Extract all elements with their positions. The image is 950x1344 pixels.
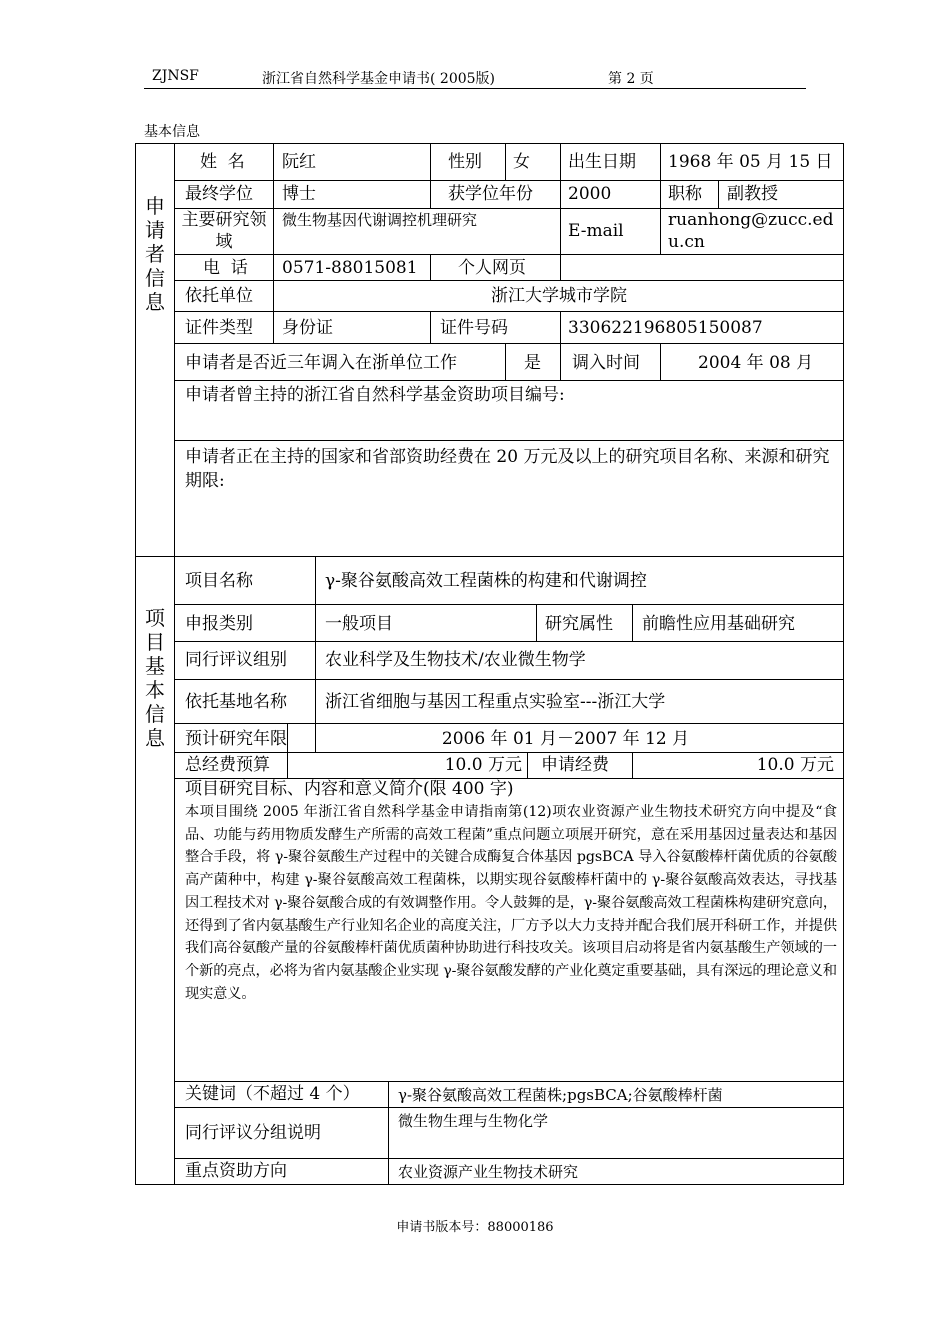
id-type-value: 身份证 [282, 318, 333, 338]
birth-label: 出生日期 [568, 152, 636, 172]
id-no-label: 证件号码 [440, 318, 508, 338]
project-type-label: 申报类别 [185, 614, 253, 634]
homepage-label: 个人网页 [458, 258, 526, 278]
apply-label: 申请经费 [541, 755, 609, 775]
id-no-value: 330622196805150087 [568, 318, 763, 338]
apply-value: 10.0 万元 [756, 755, 834, 775]
birth-value: 1968 年 05 月 15 日 [668, 152, 833, 172]
phone-value: 0571-88015081 [282, 258, 418, 278]
footer-version: 申请书版本号：88000186 [396, 1220, 554, 1235]
project-attr-label: 研究属性 [545, 614, 613, 634]
gender-label: 性别 [448, 152, 482, 172]
group-note-label: 同行评议分组说明 [185, 1123, 321, 1143]
applicant-table [135, 143, 844, 557]
name-value: 阮红 [282, 152, 316, 172]
degree-value: 博士 [282, 184, 316, 204]
current-projects-question: 申请者正在主持的国家和省部资助经费在 20 万元及以上的研究项目名称、来源和研究期限: [185, 447, 830, 491]
keywords-label: 关键词（不超过 4 个） [185, 1084, 360, 1104]
keywords-value: γ-聚谷氨酸高效工程菌株;pgsBCA;谷氨酸棒杆菌 [398, 1086, 723, 1104]
focus-value: 农业资源产业生物技术研究 [398, 1163, 579, 1181]
prev-projects-question: 申请者曾主持的浙江省自然科学基金资助项目编号: [185, 385, 565, 405]
base-label: 依托基地名称 [185, 692, 287, 712]
degree-year-label: 获学位年份 [448, 184, 533, 204]
transfer-time-value: 2004 年 08 月 [698, 353, 814, 373]
degree-year-value: 2000 [568, 184, 612, 204]
abstract-text: 本项目围绕 2005 年浙江省自然科学基金申请指南第(12)项农业资源产业生物技术研究方向中提及“食品、功能与药用物质发酵生产所需的高效工程菌”重点问题立项展开研究，意在采用基因过量表达和基因整合手段，将 γ-聚谷氨酸生产过程中的关键合成酶复合体基因 pgsBCA 导入谷氨酸棒杆菌优质的谷氨酸高产菌种中，构建 γ-聚谷氨酸高效工程菌株，以期实现谷氨酸棒杆菌中的 γ-聚谷氨酸高效表达，寻找基因工程技术对 γ-聚谷氨酸合成的有效调整作用。令人鼓舞的是，γ-聚谷氨酸高效工程菌株构建研究意向，还得到了省内氨基酸生产行业知名企业的高度关注，厂方予以大力支持并配合我们展开科研工作，并提供我们高谷氨酸产量的谷氨酸棒杆菌优质菌种协助进行科技攻关。该项目启动将是省内氨基酸生产领域的一个新的亮点，必将为省内氨基酸企业实现 γ-聚谷氨酸发酵的产业化奠定重要基础，具有深远的理论意义和现实意义。 [185, 804, 837, 1002]
unit-label: 依托单位 [185, 286, 253, 306]
unit-value: 浙江大学城市学院 [491, 286, 627, 306]
gender-value: 女 [513, 152, 530, 172]
group-note-value: 微生物生理与生物化学 [398, 1112, 549, 1130]
transfer-time-label: 调入时间 [572, 353, 640, 373]
budget-label: 总经费预算 [185, 755, 270, 775]
degree-label: 最终学位 [185, 184, 253, 204]
review-group-label: 同行评议组别 [185, 650, 287, 670]
review-group-value: 农业科学及生物技术/农业微生物学 [325, 650, 586, 670]
project-type-value: 一般项目 [325, 614, 393, 634]
project-name-value: γ-聚谷氨酸高效工程菌株的构建和代谢调控 [325, 571, 647, 591]
applicant-side-label: 申请者信息 [145, 194, 165, 314]
title-value: 副教授 [727, 184, 778, 204]
budget-value: 10.0 万元 [444, 755, 522, 775]
project-side-label: 项目基本信息 [145, 606, 165, 750]
base-value: 浙江省细胞与基因工程重点实验室---浙江大学 [325, 692, 666, 712]
abstract-title: 项目研究目标、内容和意义简介(限 400 字) [185, 779, 514, 799]
id-type-label: 证件类型 [185, 318, 253, 338]
focus-label: 重点资助方向 [185, 1161, 287, 1181]
header-title: 浙江省自然科学基金申请书( 2005版) [262, 71, 496, 87]
transfer-question: 申请者是否近三年调入在浙单位工作 [185, 353, 457, 373]
section-title: 基本信息 [144, 124, 200, 140]
email-value: ruanhong@zucc.edu.cn [668, 210, 834, 252]
title-label: 职称 [668, 184, 702, 204]
field-label: 主要研究领域 [181, 210, 267, 252]
project-attr-value: 前瞻性应用基础研究 [642, 614, 795, 634]
phone-label: 电 话 [203, 258, 248, 278]
page-header [144, 66, 806, 89]
name-label: 姓 名 [200, 152, 245, 172]
header-page: 第 2 页 [608, 71, 654, 87]
transfer-answer: 是 [524, 353, 541, 373]
header-code: ZJNSF [152, 68, 199, 84]
email-label: E-mail [568, 221, 624, 241]
field-value: 微生物基因代谢调控机理研究 [282, 211, 478, 229]
period-label: 预计研究年限 [185, 729, 287, 749]
project-name-label: 项目名称 [185, 571, 253, 591]
period-value: 2006 年 01 月－2007 年 12 月 [441, 729, 690, 749]
